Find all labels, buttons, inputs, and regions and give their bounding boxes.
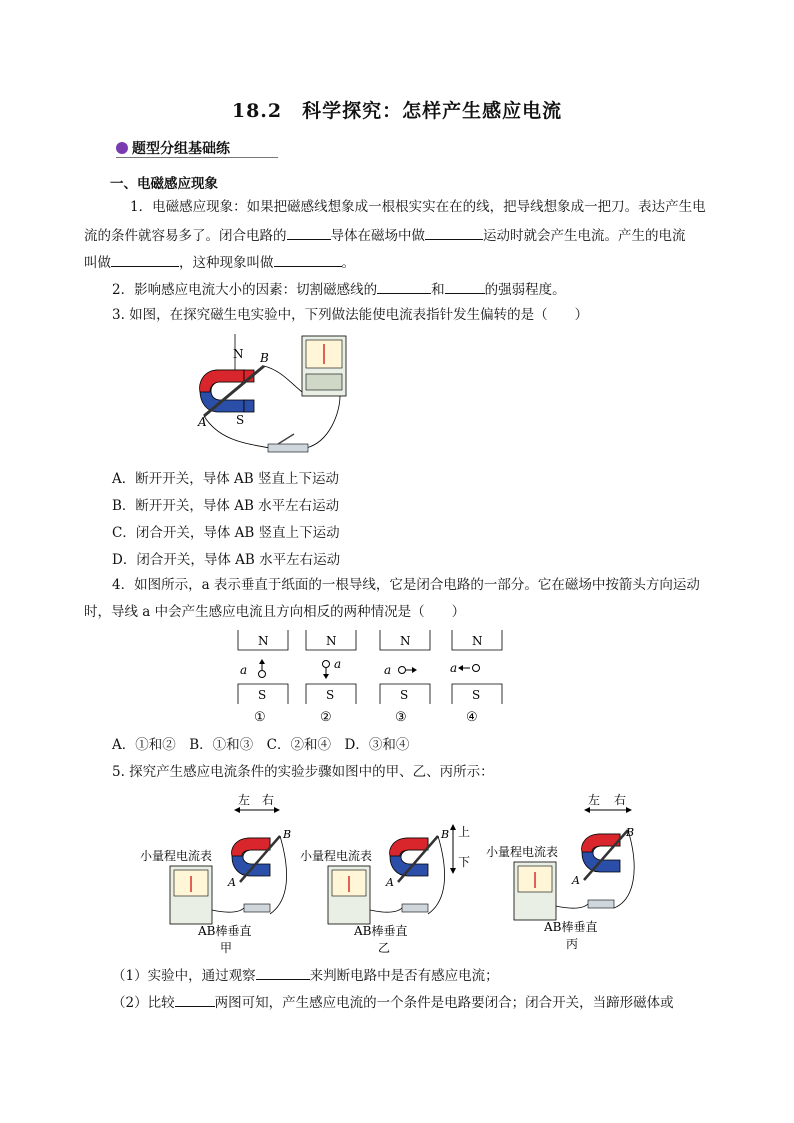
q1-blank-4[interactable] [274, 252, 342, 267]
q5-blank-1[interactable] [256, 965, 310, 980]
q1-text: 流的条件就容易多了。闭合电路的 [84, 228, 287, 244]
q4-line2: 时，导线 a 中会产生感应电流且方向相反的两种情况是（ ） [84, 604, 466, 620]
q1-blank-1[interactable] [287, 225, 331, 240]
fig-name-jia: 甲 [220, 941, 233, 955]
fig-name-bing: 丙 [566, 937, 579, 951]
q2-blank-2[interactable] [445, 279, 485, 294]
q4-panel-4 [450, 630, 502, 725]
q5-text: 两图可知，产生感应电流的一个条件是电路要闭合；闭合开关，当蹄形磁体或 [214, 995, 674, 1011]
heading-electromagnetic-induction: 一、电磁感应现象 [110, 176, 218, 192]
q3-option-a[interactable]: A．断开开关，导体 AB 竖直上下运动 [112, 471, 340, 487]
fig-number-3: ③ [395, 710, 407, 725]
pole-s-label: S [236, 413, 245, 427]
q4-options[interactable]: A．①和② B．①和③ C．②和④ D．③和④ [112, 737, 410, 753]
q5-text: （2）比较 [112, 995, 175, 1011]
pole-n-label: N [326, 634, 337, 648]
q5-figure-jia [140, 790, 300, 960]
page-title: 18.2 科学探究：怎样产生感应电流 [231, 100, 563, 122]
rod-a-label: A [386, 876, 394, 889]
up-label: 上 [458, 825, 471, 839]
section-badge-text: 题型分组基础练 [132, 141, 230, 157]
meter-label: 小量程电流表 [486, 845, 559, 859]
down-label: 下 [458, 855, 471, 869]
pole-s-label: S [400, 688, 409, 702]
q1-line2 [84, 225, 686, 246]
q2-text: 2．影响感应电流大小的因素：切割磁感线的 [112, 282, 378, 298]
q1-text: 导体在磁场中做 [330, 228, 425, 244]
meter-label: 小量程电流表 [300, 849, 373, 863]
rod-b-label: B [441, 828, 450, 841]
q5-figure-yi [298, 790, 478, 960]
rod-caption: AB棒垂直 [354, 924, 408, 938]
pole-s-label: S [258, 688, 267, 702]
q4-panel-3 [380, 630, 430, 725]
q3-option-c[interactable]: C．闭合开关，导体 AB 竖直上下运动 [112, 525, 340, 541]
q3-option-d[interactable]: D．闭合开关，导体 AB 水平左右运动 [112, 552, 341, 568]
wire-a-label: a [240, 663, 248, 677]
wire-a-label: a [384, 663, 392, 677]
wire-a-label: a [334, 657, 342, 671]
meter-label: 小量程电流表 [140, 849, 213, 863]
pole-n-label: N [400, 634, 411, 648]
section-underline [116, 157, 278, 158]
q1-text: 叫做 [84, 255, 111, 271]
rod-b-label: B [626, 826, 635, 839]
q1-blank-2[interactable] [425, 225, 483, 240]
rod-a-label: A [198, 415, 207, 429]
q1-text: 运动时就会产生电流。产生的电流 [483, 228, 686, 244]
left-label: 左 [588, 793, 601, 807]
q5-sub1 [112, 965, 499, 986]
q4-panel-2 [306, 630, 356, 725]
fig-name-yi: 乙 [378, 941, 391, 955]
rod-b-label: B [260, 351, 269, 365]
q5-text: 来判断电路中是否有感应电流； [309, 968, 499, 984]
q3-option-b[interactable]: B．断开开关，导体 AB 水平左右运动 [112, 498, 340, 514]
wire-a-label: a [450, 661, 458, 675]
q1-blank-3[interactable] [111, 252, 179, 267]
q5-sub2 [112, 992, 674, 1013]
fig-number-4: ④ [466, 710, 478, 725]
pole-s-label: S [326, 688, 335, 702]
q1-line1: 1．电磁感应现象：如果把磁感线想象成一根根实实在在的线，把导线想象成一把刀。表达产生电 [130, 199, 706, 215]
pole-n-label: N [472, 634, 483, 648]
section-badge [116, 137, 230, 159]
rod-caption: AB棒垂直 [544, 920, 598, 934]
right-label: 右 [262, 793, 275, 807]
q5-text: （1）实验中，通过观察 [112, 968, 256, 984]
pole-n-label: N [258, 634, 269, 648]
fig-number-2: ② [320, 710, 332, 725]
q5-stem: 5. 探究产生感应电流条件的实验步骤如图中的甲、乙、丙所示： [112, 764, 494, 780]
rod-a-label: A [572, 874, 580, 887]
q3-stem: 3. 如图，在探究磁生电实验中，下列做法能使电流表指针发生偏转的是（ ） [112, 307, 589, 323]
q5-figure-bing [484, 790, 654, 960]
right-label: 右 [614, 793, 627, 807]
q1-line3 [84, 252, 355, 273]
q2-text: 的强弱程度。 [484, 282, 566, 298]
fig-number-1: ① [254, 710, 266, 725]
q1-text: 。 [341, 255, 355, 271]
q4-line1: 4．如图所示，a 表示垂直于纸面的一根导线，它是闭合电路的一部分。它在磁场中按箭头方向运动 [112, 577, 700, 593]
q2-text: 和 [431, 282, 445, 298]
q2-line [112, 279, 566, 300]
q5-blank-2[interactable] [175, 992, 215, 1007]
rod-a-label: A [228, 876, 236, 889]
pole-n-label: N [233, 347, 244, 361]
rod-caption: AB棒垂直 [198, 924, 252, 938]
q4-panel-1 [238, 630, 288, 725]
rod-b-label: B [283, 828, 292, 841]
q1-text: ，这种现象叫做 [179, 255, 274, 271]
q3-figure [190, 332, 360, 460]
q4-figure [230, 628, 530, 728]
left-label: 左 [238, 793, 251, 807]
purple-dot-icon [116, 142, 128, 154]
pole-s-label: S [472, 688, 481, 702]
q2-blank-1[interactable] [377, 279, 431, 294]
